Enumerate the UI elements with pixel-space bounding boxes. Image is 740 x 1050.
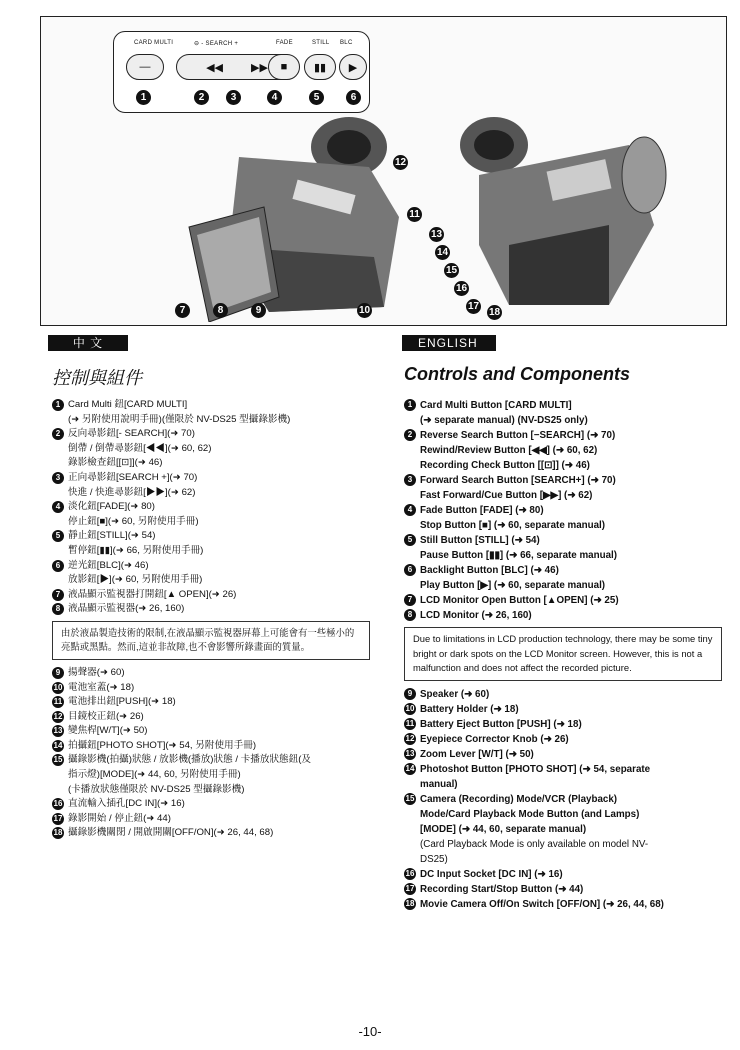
callout-marker: 15 <box>53 755 63 765</box>
entry-line: (➜ 另附使用說明手冊)(僅限於 NV-DS25 型攝錄影機) <box>68 413 291 425</box>
chinese-column <box>52 398 377 841</box>
page-number: -10- <box>358 1024 382 1039</box>
callout-8: 8 <box>213 303 228 318</box>
callout-17: 17 <box>467 301 480 312</box>
entry-line: 放影鈕[▶](➜ 60, 另附使用手冊) <box>68 574 203 586</box>
chinese-entry-17 <box>52 812 377 827</box>
english-entry-2 <box>404 428 729 473</box>
callout-marker: 4 <box>52 501 64 513</box>
chinese-header: 中 文 <box>48 335 128 351</box>
callout-marker: 13 <box>405 748 415 758</box>
callout-marker: 1 <box>52 399 64 411</box>
chinese-entry-16 <box>52 797 377 812</box>
english-entry-16 <box>404 867 729 882</box>
blc-button-shape: ▶ <box>339 54 367 80</box>
entry-line: Pause Button [▮▮] (➜ 66, separate manual) <box>420 550 618 561</box>
entry-line: Battery Eject Button [PUSH] (➜ 18) <box>420 718 582 730</box>
entry-line: 直流輸入插孔[DC IN](➜ 16) <box>68 798 185 810</box>
entry-line: Stop Button [■] (➜ 60, separate manual) <box>420 520 606 531</box>
callout-marker: 9 <box>52 667 64 679</box>
entry-line: 靜止鈕[STILL](➜ 54) <box>68 530 156 542</box>
entry-line: Card Multi Button [CARD MULTI] <box>420 400 572 411</box>
callout-marker: 2 <box>52 428 64 440</box>
callout-2: 2 <box>194 90 209 105</box>
label-still: STILL <box>312 40 330 46</box>
callout-marker: 6 <box>52 560 64 572</box>
entry-line: Recording Start/Stop Button (➜ 44) <box>420 883 584 895</box>
callout-marker: 13 <box>53 726 63 736</box>
callout-18: 18 <box>488 307 501 318</box>
english-entry-13 <box>404 747 729 762</box>
entry-line: 暫停鈕[▮▮](➜ 66, 另附使用手冊) <box>68 544 204 556</box>
callout-marker: 14 <box>53 740 63 750</box>
label-blc: BLC <box>340 40 353 46</box>
entry-line: LCD Monitor (➜ 26, 160) <box>420 610 532 621</box>
callout-marker: 18 <box>405 898 415 908</box>
callout-7: 7 <box>175 303 190 318</box>
button-panel-diagram <box>113 31 370 113</box>
english-column <box>404 398 729 912</box>
entry-line: manual) <box>420 778 458 790</box>
entry-line: (卡播放狀態僅限於 NV-DS25 型攝錄影機) <box>68 783 245 795</box>
english-entry-14 <box>404 762 729 792</box>
entry-line: Play Button [▶] (➜ 60, separate manual) <box>420 580 606 591</box>
callout-marker: 8 <box>404 609 416 621</box>
entry-line: Rewind/Review Button [◀◀] (➜ 60, 62) <box>420 445 598 456</box>
entry-line: Battery Holder (➜ 18) <box>420 703 519 715</box>
entry-line: 攝錄影機關閉 / 開啟開關[OFF/ON](➜ 26, 44, 68) <box>68 827 274 839</box>
entry-line: 電池室蓋(➜ 18) <box>68 681 135 693</box>
entry-line: [MODE] (➜ 44, 60, separate manual) <box>420 823 587 835</box>
entry-line: DC Input Socket [DC IN] (➜ 16) <box>420 868 563 880</box>
entry-line: 反向尋影鈕[- SEARCH](➜ 70) <box>68 428 195 440</box>
chinese-entry-15 <box>52 753 377 797</box>
entry-line: Movie Camera Off/On Switch [OFF/ON] (➜ 26, 44, 68) <box>420 898 664 910</box>
entry-line: Mode/Card Playback Mode Button (and Lamps) <box>420 808 640 820</box>
entry-line: 液晶顯示監視器打開鈕[▲ OPEN](➜ 26) <box>68 588 237 600</box>
chinese-entry-3 <box>52 471 377 500</box>
english-entry-9 <box>404 687 729 702</box>
entry-line: LCD Monitor Open Button [▲OPEN] (➜ 25) <box>420 595 619 606</box>
entry-line: Forward Search Button [SEARCH+] (➜ 70) <box>420 475 616 486</box>
entry-line: 目鏡校正鈕(➜ 26) <box>68 710 144 722</box>
chinese-entry-2 <box>52 427 377 471</box>
entry-line: Card Multi 鈕[CARD MULTI] <box>68 399 188 410</box>
entry-line: Reverse Search Button [−SEARCH] (➜ 70) <box>420 430 616 441</box>
entry-line: 快進 / 快進尋影鈕[▶▶](➜ 62) <box>68 486 196 498</box>
callout-12: 12 <box>394 157 407 168</box>
english-entry-12 <box>404 732 729 747</box>
entry-line: Recording Check Button [[⊡]] (➜ 46) <box>420 460 590 471</box>
camera-rear-illustration <box>439 105 679 320</box>
entry-line: Fade Button [FADE] (➜ 80) <box>420 505 544 516</box>
callout-marker: 12 <box>53 711 63 721</box>
entry-line: 淡化鈕[FADE](➜ 80) <box>68 501 155 513</box>
entry-remark-line: DS25) <box>420 853 448 865</box>
callout-marker: 16 <box>405 868 415 878</box>
callout-marker: 11 <box>53 697 63 707</box>
english-entry-11 <box>404 717 729 732</box>
callout-10: 10 <box>358 305 371 316</box>
entry-line: 液晶顯示監視器(➜ 26, 160) <box>68 603 185 615</box>
figure-frame <box>40 16 727 326</box>
callout-11: 11 <box>407 207 422 222</box>
label-fade: FADE <box>276 40 293 46</box>
entry-line: 變焦桿[W/T](➜ 50) <box>68 725 148 737</box>
callout-marker: 5 <box>52 530 64 542</box>
card-multi-button-shape: — <box>126 54 164 80</box>
callout-marker: 3 <box>404 474 416 486</box>
callout-6: 6 <box>346 90 361 105</box>
english-entry-8 <box>404 608 729 623</box>
entry-line: 揚聲器(➜ 60) <box>68 666 125 678</box>
entry-line: (➜ separate manual) (NV-DS25 only) <box>420 415 588 426</box>
entry-line: 停止鈕[■](➜ 60, 另附使用手冊) <box>68 515 199 527</box>
callout-9: 9 <box>251 303 266 318</box>
entry-line: 逆光鈕[BLC](➜ 46) <box>68 559 149 571</box>
callout-marker: 12 <box>405 733 415 743</box>
chinese-entry-14 <box>52 739 377 754</box>
english-entry-4 <box>404 503 729 533</box>
entry-line: Zoom Lever [W/T] (➜ 50) <box>420 748 534 760</box>
chinese-entry-1 <box>52 398 377 427</box>
english-entry-18 <box>404 897 729 912</box>
callout-marker: 4 <box>404 504 416 516</box>
callout-marker: 11 <box>405 718 415 728</box>
entry-line: 電池排出鈕[PUSH](➜ 18) <box>68 696 176 708</box>
entry-line: 倒帶 / 倒帶尋影鈕[◀◀](➜ 60, 62) <box>68 442 212 454</box>
entry-line: Speaker (➜ 60) <box>420 688 490 700</box>
callout-marker: 16 <box>53 799 63 809</box>
callout-marker: 17 <box>405 883 415 893</box>
english-entry-1 <box>404 398 729 428</box>
camera-front-illustration <box>169 107 439 322</box>
chinese-entry-5 <box>52 529 377 558</box>
search-button-shape: ◀◀ ▶▶ <box>176 54 298 80</box>
entry-line: 攝錄影機(拍攝)狀態 / 放影機(播放)狀態 / 卡播放狀態鈕(及 <box>68 754 312 766</box>
chinese-entry-6 <box>52 559 377 588</box>
fade-button-shape: ■ <box>268 54 300 80</box>
chinese-entry-9 <box>52 666 377 681</box>
callout-15: 15 <box>445 265 458 276</box>
entry-line: 指示燈)[MODE](➜ 44, 60, 另附使用手冊) <box>68 769 241 781</box>
callout-marker: 5 <box>404 534 416 546</box>
english-entry-17 <box>404 882 729 897</box>
callout-3: 3 <box>226 90 241 105</box>
callout-1: 1 <box>136 90 151 105</box>
chinese-entry-12 <box>52 710 377 725</box>
english-entry-6 <box>404 563 729 593</box>
callout-13: 13 <box>430 229 443 240</box>
english-entry-15 <box>404 792 729 867</box>
entry-line: Backlight Button [BLC] (➜ 46) <box>420 565 559 576</box>
chinese-entry-11 <box>52 695 377 710</box>
chinese-entry-4 <box>52 500 377 529</box>
callout-marker: 3 <box>52 472 64 484</box>
chinese-entry-10 <box>52 681 377 696</box>
chinese-title: 控制與組件 <box>52 368 142 389</box>
callout-4: 4 <box>267 90 282 105</box>
entry-line: 錄影檢查鈕[[⊡]](➜ 46) <box>68 457 163 469</box>
chinese-lcd-note: 由於液晶製造技術的限制,在液晶顯示監視器屏幕上可能會有一些極小的亮點或黑點。然而,這並非故障,也不會影響所錄畫面的質量。 <box>52 621 370 660</box>
callout-marker: 15 <box>405 793 415 803</box>
english-entry-7 <box>404 593 729 608</box>
chinese-entry-8 <box>52 602 377 617</box>
chinese-entry-13 <box>52 724 377 739</box>
entry-line: 錄影開始 / 停止鈕(➜ 44) <box>68 812 171 824</box>
callout-marker: 8 <box>52 603 64 615</box>
callout-14: 14 <box>436 247 449 258</box>
callout-marker: 10 <box>53 682 63 692</box>
english-entry-3 <box>404 473 729 503</box>
callout-marker: 6 <box>404 564 416 576</box>
entry-line: Photoshot Button [PHOTO SHOT] (➜ 54, separate <box>420 763 651 775</box>
english-entry-5 <box>404 533 729 563</box>
callout-marker: 9 <box>404 688 416 700</box>
callout-marker: 7 <box>52 589 64 601</box>
entry-line: Still Button [STILL] (➜ 54) <box>420 535 540 546</box>
chinese-entry-18 <box>52 826 377 841</box>
entry-line: 正向尋影鈕[SEARCH +](➜ 70) <box>68 471 198 483</box>
entry-line: Fast Forward/Cue Button [▶▶] (➜ 62) <box>420 490 593 501</box>
chinese-entry-7 <box>52 588 377 603</box>
callout-marker: 17 <box>53 813 63 823</box>
callout-5: 5 <box>309 90 324 105</box>
english-header: ENGLISH <box>402 335 496 351</box>
callout-marker: 18 <box>53 828 63 838</box>
label-search: ⊖ - SEARCH + <box>194 41 239 47</box>
entry-line: 拍攝鈕[PHOTO SHOT](➜ 54, 另附使用手冊) <box>68 739 257 751</box>
callout-16: 16 <box>455 283 468 294</box>
entry-line: Eyepiece Corrector Knob (➜ 26) <box>420 733 569 745</box>
callout-marker: 14 <box>405 763 415 773</box>
callout-marker: 2 <box>404 429 416 441</box>
label-card-multi: CARD MULTI <box>134 40 174 46</box>
english-title: Controls and Components <box>404 364 630 384</box>
entry-remark-line: (Card Playback Mode is only available on model NV- <box>420 838 649 850</box>
callout-marker: 7 <box>404 594 416 606</box>
english-entry-10 <box>404 702 729 717</box>
callout-marker: 10 <box>405 703 415 713</box>
english-lcd-note: Due to limitations in LCD production technology, there may be some tiny bright or dark spots on the LCD Monitor screen. However, this is not a malfunction and does not affect the recorded picture. <box>404 627 722 681</box>
entry-line: Camera (Recording) Mode/VCR (Playback) <box>420 793 618 805</box>
callout-marker: 1 <box>404 399 416 411</box>
still-button-shape: ▮▮ <box>304 54 336 80</box>
